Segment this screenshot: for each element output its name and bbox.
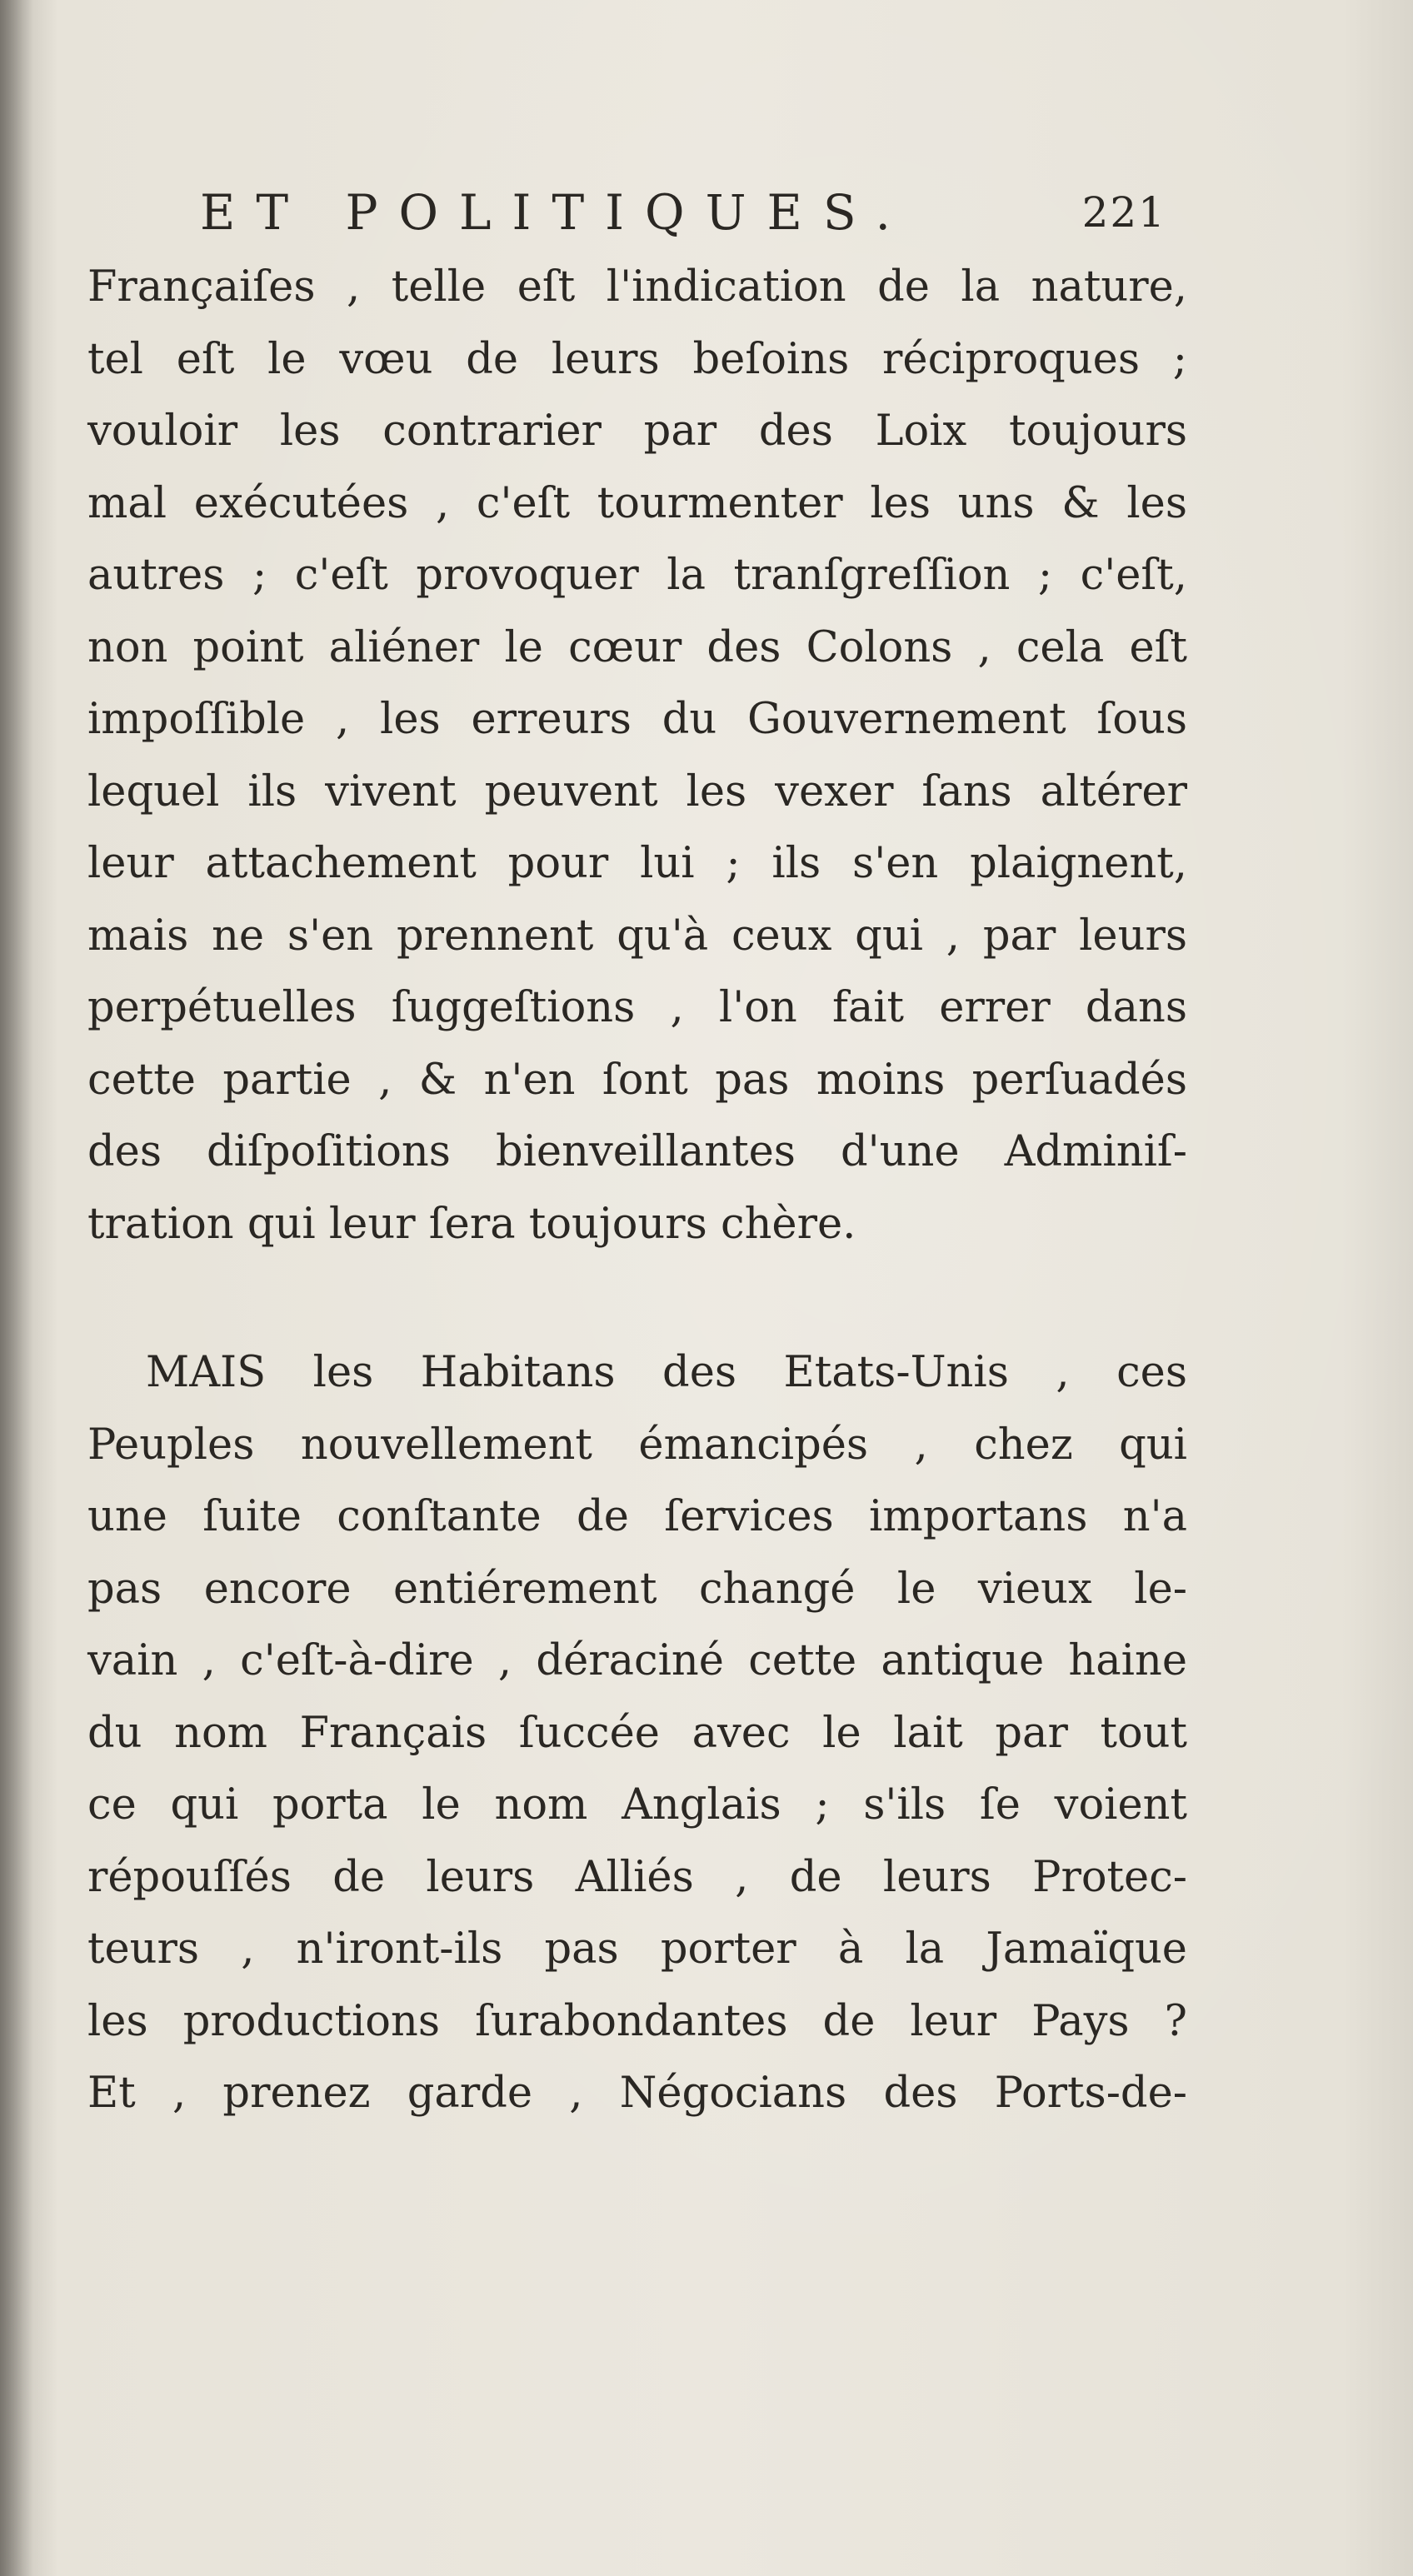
text-line: pas encore entiérement changé le vieux le-	[87, 1564, 1187, 1614]
text-line: répouſſés de leurs Alliés , de leurs Protec-	[87, 1852, 1187, 1902]
text-line: leur attachement pour lui ; ils s'en plaignent,	[87, 839, 1187, 888]
text-line: tration qui leur ſera toujours chère.	[87, 1199, 856, 1249]
text-line: ce qui porta le nom Anglais ; s'ils ſe voient	[87, 1780, 1187, 1830]
text-line: mal exécutées , c'eſt tourmenter les uns & les	[87, 478, 1187, 528]
text-line: Peuples nouvellement émancipés , chez qui	[87, 1420, 1187, 1470]
text-line: autres ; c'eſt provoquer la tranſgreſſion ; c'eſt,	[87, 551, 1187, 600]
paragraph-2	[87, 1337, 1187, 2130]
text-line: non point aliéner le cœur des Colons , cela eſt	[87, 622, 1187, 672]
text-line: Françaiſes , telle eſt l'indication de la nature,	[87, 262, 1187, 312]
running-title: ET POLITIQUES.	[200, 184, 911, 241]
text-line: Et , prenez garde , Négocians des Ports-de-	[87, 2069, 1187, 2118]
text-line: du nom Français ſuccée avec le lait par tout	[87, 1708, 1187, 1758]
text-line: MAIS les Habitans des Etats-Unis , ces	[146, 1348, 1187, 1397]
text-line: perpétuelles ſuggeſtions , l'on fait errer dans	[87, 983, 1187, 1032]
text-line: impoſſible , les erreurs du Gouvernement ſous	[87, 695, 1187, 744]
running-head	[200, 175, 1183, 250]
text-line: mais ne s'en prennent qu'à ceux qui , par leurs	[87, 911, 1187, 961]
page-gutter-shadow	[0, 0, 33, 2576]
text-line: les productions ſurabondantes de leur Pays ?	[87, 1996, 1187, 2046]
text-line: cette partie , & n'en ſont pas moins perſuadés	[87, 1055, 1187, 1105]
text-line: des diſpoſitions bienveillantes d'une Adminiſ-	[87, 1127, 1187, 1176]
text-line: teurs , n'iront-ils pas porter à la Jamaïque	[87, 1925, 1187, 1974]
text-line: vain , c'eſt-à-dire , déraciné cette antique haine	[87, 1636, 1187, 1685]
text-line: lequel ils vivent peuvent les vexer ſans altérer	[87, 766, 1187, 816]
paragraph-1	[87, 252, 1187, 1261]
text-line: une ſuite conſtante de ſervices importans n'a	[87, 1492, 1187, 1541]
text-line: tel eſt le vœu de leurs beſoins réciproques ;	[87, 334, 1187, 384]
text-line: vouloir les contrarier par des Loix toujours	[87, 407, 1187, 456]
page-number: 221	[1081, 188, 1166, 237]
